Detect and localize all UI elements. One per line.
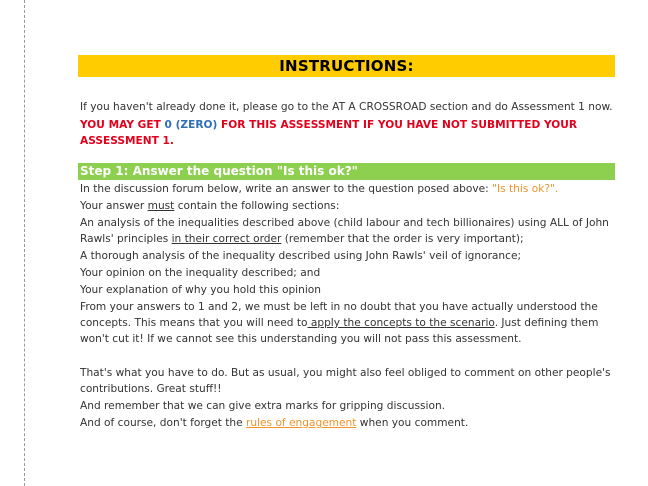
instructions-content <box>78 55 615 431</box>
forum-question: "Is this ok?". <box>492 183 559 195</box>
closing-line-3 <box>78 415 615 431</box>
must-word: must <box>147 200 175 212</box>
must-before: Your answer <box>80 200 148 212</box>
warning-before: YOU MAY GET <box>80 119 165 131</box>
section-item-3: Your opinion on the inequality described; and <box>80 267 321 279</box>
section-item-2: A thorough analysis of the inequality described using John Rawls' veil of ignorance; <box>80 250 522 262</box>
warning-text <box>78 117 615 149</box>
section-item-4: Your explanation of why you hold this opinion <box>80 284 321 296</box>
step1-forum-line <box>78 181 615 197</box>
item1-underline: in their correct order <box>171 233 282 245</box>
understanding-paragraph <box>78 299 615 347</box>
dashed-border-divider <box>24 0 25 486</box>
closing-after: when you comment. <box>356 417 469 429</box>
warning-zero: 0 (ZERO) <box>164 119 218 131</box>
closing-before: And of course, don't forget the <box>80 417 247 429</box>
intro-text: If you haven't already done it, please go to the AT A CROSSROAD section and do Assessment 1 now. <box>80 101 613 113</box>
closing-line-1: That's what you have to do. But as usual, you might also feel obliged to comment on other people's contributions. Great stuff!! <box>80 367 611 395</box>
step1-must-line <box>78 198 615 214</box>
step1-heading: Step 1: Answer the question "Is this ok?" <box>78 163 615 180</box>
instructions-heading: INSTRUCTIONS: <box>78 55 615 77</box>
closing-line-2: And remember that we can give extra marks for gripping discussion. <box>80 400 446 412</box>
item1-after: (remember that the order is very important); <box>281 233 524 245</box>
forum-before: In the discussion forum below, write an answer to the question posed above: <box>80 183 493 195</box>
understand-underline: apply the concepts to the scenario <box>307 317 495 329</box>
rules-of-engagement-link[interactable]: rules of engagement <box>246 417 357 429</box>
item1-before: An analysis of the inequalities described above (child labour and tech billionaires) using ALL of John Rawls' principles <box>80 217 609 245</box>
section-item-1 <box>78 215 615 247</box>
warning-after: FOR THIS ASSESSMENT IF YOU HAVE NOT SUBMITTED YOUR ASSESSMENT 1. <box>80 119 578 147</box>
understand-after: . Just defining them won't cut it! If we cannot see this understanding you will not pass this assessment. <box>80 317 599 345</box>
must-after: contain the following sections: <box>174 200 340 212</box>
understand-before: From your answers to 1 and 2, we must be left in no doubt that you have actually understood the concepts. This means that you will need to <box>80 301 598 329</box>
